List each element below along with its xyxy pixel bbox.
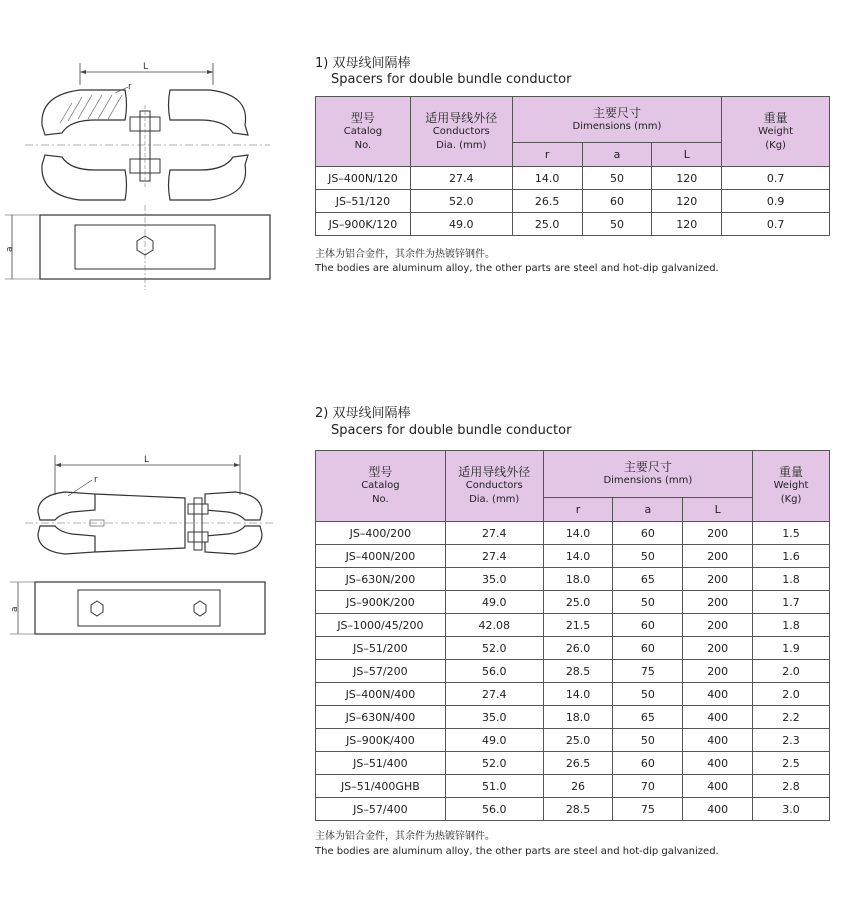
table-row bbox=[316, 637, 830, 660]
section1-title: 1) 双母线间隔棒 bbox=[315, 56, 411, 71]
table-row bbox=[316, 775, 830, 798]
weight-cell: 1.8 bbox=[753, 614, 830, 637]
weight-cell: 3.0 bbox=[753, 798, 830, 821]
header-catalog: 型号 Catalog No. bbox=[316, 451, 446, 522]
weight-cell: 2.0 bbox=[753, 660, 830, 683]
a-cell: 50 bbox=[582, 213, 652, 236]
a-cell: 50 bbox=[613, 591, 683, 614]
dia-cell: 49.0 bbox=[445, 729, 543, 752]
dia-cell: 56.0 bbox=[445, 660, 543, 683]
dia-cell: 35.0 bbox=[445, 568, 543, 591]
L-cell: 200 bbox=[683, 591, 753, 614]
weight-cell: 2.5 bbox=[753, 752, 830, 775]
a-cell: 65 bbox=[613, 568, 683, 591]
table-row bbox=[316, 798, 830, 821]
r-cell: 14.0 bbox=[543, 545, 613, 568]
L-cell: 200 bbox=[683, 522, 753, 545]
section2-note-cn: 主体为铝合金件，其余件为热镀锌钢件。 bbox=[315, 831, 495, 842]
table-row bbox=[316, 213, 830, 236]
r-cell: 28.5 bbox=[543, 798, 613, 821]
catalog-cell: JS–900K/200 bbox=[316, 591, 446, 614]
table-row bbox=[316, 167, 830, 190]
header-L: L bbox=[652, 143, 722, 167]
header-dimensions: 主要尺寸 Dimensions (mm) bbox=[512, 97, 721, 143]
L-cell: 200 bbox=[683, 660, 753, 683]
section1-note-en: The bodies are aluminum alloy, the other parts are steel and hot-dip galvanized. bbox=[315, 263, 719, 274]
L-cell: 120 bbox=[652, 213, 722, 236]
table-row bbox=[316, 683, 830, 706]
header-dimensions: 主要尺寸 Dimensions (mm) bbox=[543, 451, 752, 498]
a-cell: 60 bbox=[613, 522, 683, 545]
r-cell: 14.0 bbox=[543, 522, 613, 545]
catalog-cell: JS–51/400 bbox=[316, 752, 446, 775]
L-cell: 200 bbox=[683, 568, 753, 591]
a-cell: 75 bbox=[613, 798, 683, 821]
dim-L-label-2: L bbox=[144, 455, 150, 465]
catalog-cell: JS–57/200 bbox=[316, 660, 446, 683]
dim-a-label-1: a bbox=[5, 246, 15, 252]
dia-cell: 27.4 bbox=[410, 167, 512, 190]
dim-r-label-2: r bbox=[94, 475, 98, 485]
header-r: r bbox=[512, 143, 582, 167]
dia-cell: 52.0 bbox=[410, 190, 512, 213]
weight-cell: 2.8 bbox=[753, 775, 830, 798]
r-cell: 25.0 bbox=[543, 729, 613, 752]
dia-cell: 52.0 bbox=[445, 637, 543, 660]
weight-cell: 2.0 bbox=[753, 683, 830, 706]
catalog-cell: JS–57/400 bbox=[316, 798, 446, 821]
dia-cell: 51.0 bbox=[445, 775, 543, 798]
a-cell: 65 bbox=[613, 706, 683, 729]
dia-cell: 49.0 bbox=[410, 213, 512, 236]
r-cell: 26.0 bbox=[543, 637, 613, 660]
table-row bbox=[316, 545, 830, 568]
catalog-cell: JS–51/120 bbox=[316, 190, 411, 213]
catalog-cell: JS–400/200 bbox=[316, 522, 446, 545]
table-row bbox=[316, 706, 830, 729]
weight-cell: 1.9 bbox=[753, 637, 830, 660]
a-cell: 50 bbox=[613, 683, 683, 706]
table-row bbox=[316, 190, 830, 213]
header-L: L bbox=[683, 498, 753, 522]
table-row bbox=[316, 752, 830, 775]
weight-cell: 1.7 bbox=[753, 591, 830, 614]
weight-cell: 1.5 bbox=[753, 522, 830, 545]
dia-cell: 27.4 bbox=[445, 545, 543, 568]
dim-r-label-1: r bbox=[128, 82, 132, 92]
catalog-cell: JS–400N/120 bbox=[316, 167, 411, 190]
catalog-cell: JS–400N/200 bbox=[316, 545, 446, 568]
catalog-cell: JS–1000/45/200 bbox=[316, 614, 446, 637]
section1-note-cn: 主体为铝合金件，其余件为热镀锌钢件。 bbox=[315, 249, 495, 260]
spec-table-1 bbox=[315, 96, 830, 236]
header-weight: 重量 Weight (Kg) bbox=[722, 97, 830, 167]
dia-cell: 56.0 bbox=[445, 798, 543, 821]
table-row bbox=[316, 591, 830, 614]
section2-note-en: The bodies are aluminum alloy, the other parts are steel and hot-dip galvanized. bbox=[315, 846, 719, 857]
a-cell: 50 bbox=[582, 167, 652, 190]
section1-subtitle: Spacers for double bundle conductor bbox=[331, 72, 572, 87]
dia-cell: 35.0 bbox=[445, 706, 543, 729]
catalog-cell: JS–630N/400 bbox=[316, 706, 446, 729]
dia-cell: 42.08 bbox=[445, 614, 543, 637]
L-cell: 120 bbox=[652, 190, 722, 213]
catalog-cell: JS–51/400GHB bbox=[316, 775, 446, 798]
a-cell: 60 bbox=[582, 190, 652, 213]
catalog-cell: JS–400N/400 bbox=[316, 683, 446, 706]
header-weight: 重量 Weight (Kg) bbox=[753, 451, 830, 522]
a-cell: 60 bbox=[613, 637, 683, 660]
section2-subtitle: Spacers for double bundle conductor bbox=[331, 423, 572, 438]
weight-cell: 0.7 bbox=[722, 167, 830, 190]
catalog-cell: JS–900K/120 bbox=[316, 213, 411, 236]
section2-title: 2) 双母线间隔棒 bbox=[315, 406, 411, 421]
r-cell: 28.5 bbox=[543, 660, 613, 683]
weight-cell: 0.9 bbox=[722, 190, 830, 213]
header-catalog: 型号 Catalog No. bbox=[316, 97, 411, 167]
spacer-drawing-2 bbox=[0, 450, 300, 650]
r-cell: 26.5 bbox=[543, 752, 613, 775]
L-cell: 200 bbox=[683, 614, 753, 637]
r-cell: 18.0 bbox=[543, 706, 613, 729]
weight-cell: 2.3 bbox=[753, 729, 830, 752]
a-cell: 60 bbox=[613, 752, 683, 775]
header-dia: 适用导线外径 Conductors Dia. (mm) bbox=[410, 97, 512, 167]
L-cell: 120 bbox=[652, 167, 722, 190]
L-cell: 200 bbox=[683, 545, 753, 568]
a-cell: 50 bbox=[613, 729, 683, 752]
a-cell: 70 bbox=[613, 775, 683, 798]
dia-cell: 49.0 bbox=[445, 591, 543, 614]
table-row bbox=[316, 568, 830, 591]
a-cell: 75 bbox=[613, 660, 683, 683]
catalog-cell: JS–900K/400 bbox=[316, 729, 446, 752]
L-cell: 400 bbox=[683, 729, 753, 752]
r-cell: 26.5 bbox=[512, 190, 582, 213]
r-cell: 26 bbox=[543, 775, 613, 798]
dia-cell: 27.4 bbox=[445, 522, 543, 545]
table-row bbox=[316, 522, 830, 545]
L-cell: 400 bbox=[683, 683, 753, 706]
r-cell: 18.0 bbox=[543, 568, 613, 591]
L-cell: 400 bbox=[683, 775, 753, 798]
header-a: a bbox=[582, 143, 652, 167]
table-row bbox=[316, 729, 830, 752]
r-cell: 25.0 bbox=[512, 213, 582, 236]
weight-cell: 0.7 bbox=[722, 213, 830, 236]
dia-cell: 52.0 bbox=[445, 752, 543, 775]
weight-cell: 2.2 bbox=[753, 706, 830, 729]
header-a: a bbox=[613, 498, 683, 522]
L-cell: 400 bbox=[683, 798, 753, 821]
header-r: r bbox=[543, 498, 613, 522]
a-cell: 50 bbox=[613, 545, 683, 568]
catalog-cell: JS–630N/200 bbox=[316, 568, 446, 591]
L-cell: 400 bbox=[683, 706, 753, 729]
spec-table-2 bbox=[315, 450, 830, 821]
weight-cell: 1.8 bbox=[753, 568, 830, 591]
r-cell: 14.0 bbox=[512, 167, 582, 190]
dia-cell: 27.4 bbox=[445, 683, 543, 706]
dim-L-label-1: L bbox=[143, 62, 149, 72]
r-cell: 14.0 bbox=[543, 683, 613, 706]
L-cell: 400 bbox=[683, 752, 753, 775]
r-cell: 21.5 bbox=[543, 614, 613, 637]
spacer-drawing-1 bbox=[0, 55, 300, 295]
a-cell: 60 bbox=[613, 614, 683, 637]
table-row bbox=[316, 660, 830, 683]
table-row bbox=[316, 614, 830, 637]
dim-a-label-2: a bbox=[10, 606, 20, 612]
L-cell: 200 bbox=[683, 637, 753, 660]
r-cell: 25.0 bbox=[543, 591, 613, 614]
header-dia: 适用导线外径 Conductors Dia. (mm) bbox=[445, 451, 543, 522]
weight-cell: 1.6 bbox=[753, 545, 830, 568]
catalog-cell: JS–51/200 bbox=[316, 637, 446, 660]
